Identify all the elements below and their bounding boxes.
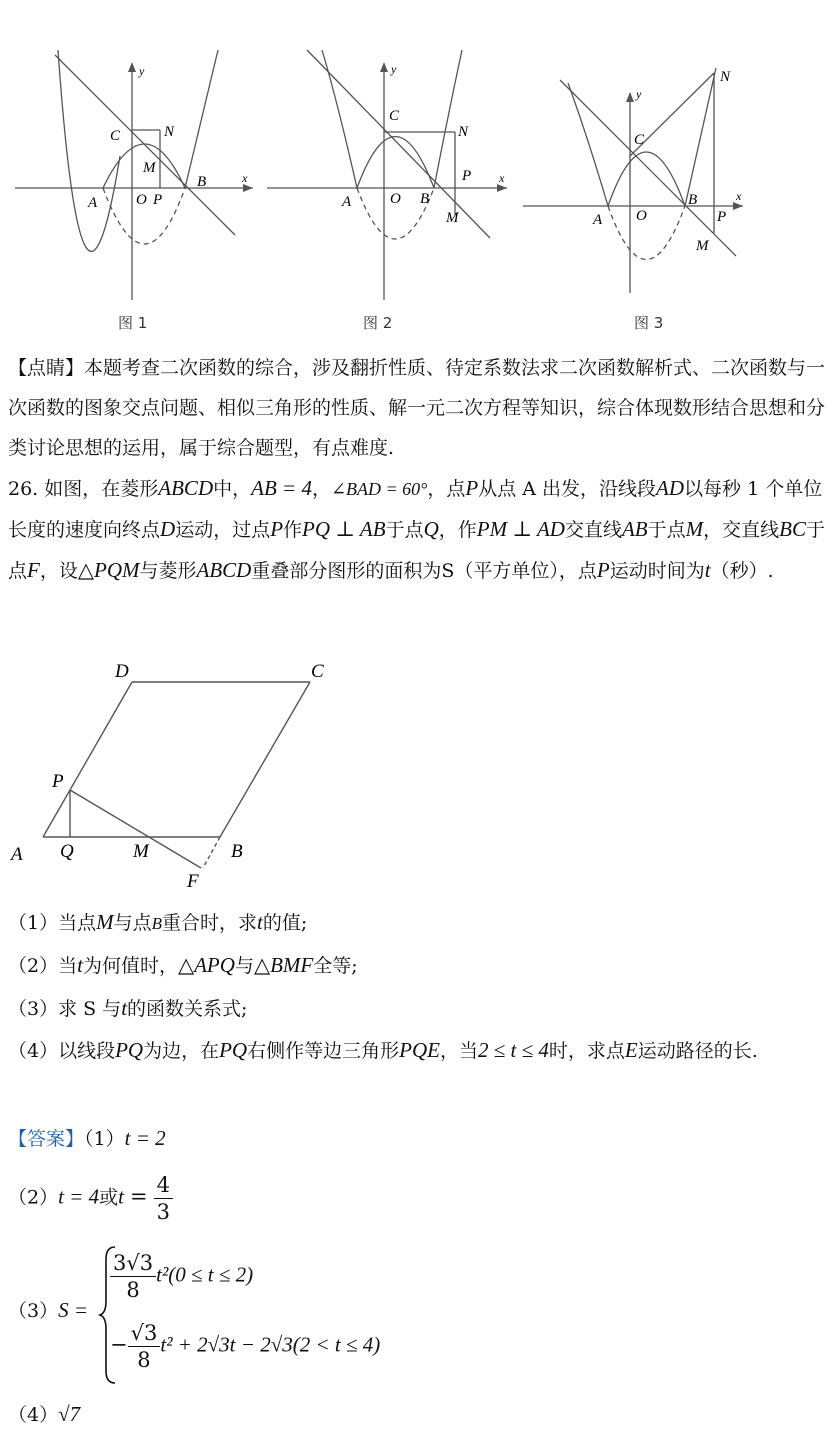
label-C: C (311, 661, 324, 682)
parabola-right (685, 68, 716, 206)
answer-3-case-1: $\frac{3√3}{8}$ t²(0 ≤ t ≤ 2) (110, 1250, 253, 1303)
problem-statement: 26. 如图，在菱形ABCD中，AB = 4，∠BAD = 60°，点P从点 A 出发，沿线段AD以每秒 1 个单位长度的速度向终点D运动，过点P作PQ ⊥ AB于点Q，作PM ⊥ AD交直线AB于点M，交直线BC于点F，设△PQM与菱形ABCD重叠部分图形的面积为S（平方单位），点P运动时间为t（秒）. (8, 476, 826, 582)
line-bc (55, 55, 235, 235)
label-y: y (636, 87, 642, 101)
label-Q: Q (60, 841, 74, 862)
label-N: N (458, 124, 469, 140)
figure-3-caption: 图 3 (634, 314, 664, 332)
figure-2-caption: 图 2 (363, 314, 393, 332)
label-P: P (153, 192, 163, 208)
label-N: N (164, 124, 175, 140)
answer-3-label: （3）S = (8, 1298, 89, 1322)
label-N: N (720, 69, 731, 85)
label-M: M (446, 210, 459, 226)
label-P: P (717, 209, 727, 225)
label-M: M (696, 238, 709, 254)
fraction-4-3: $\frac{4}{3}$ (154, 1172, 173, 1225)
answer-2: （2）t = 4或t = $\frac{4}{3}$ (8, 1172, 173, 1225)
label-O: O (136, 192, 147, 208)
label-y: y (139, 64, 145, 78)
answer-1: 【答案】（1）t = 2 (8, 1126, 166, 1150)
label-O: O (390, 191, 401, 207)
question-1: （1）当点M与点B重合时，求t的值; (8, 910, 308, 934)
label-P: P (462, 168, 472, 184)
arch (357, 137, 434, 189)
answer-tag: 【答案】 (8, 1128, 85, 1150)
figure-1-caption: 图 1 (118, 314, 148, 332)
label-B: B (688, 192, 698, 208)
arch (608, 152, 685, 206)
answer-3-case-2: − $\frac{√3}{8}$ t² + 2√3t − 2√3(2 < t ≤ 4) (110, 1321, 381, 1372)
question-2: （2）当t为何值时，△APQ与△BMF全等; (8, 953, 358, 977)
label-x: x (242, 171, 248, 185)
side-bc (220, 682, 310, 837)
label-M: M (133, 841, 149, 862)
figure-2 (262, 40, 517, 310)
question-4: （4）以线段PQ为边，在PQ右侧作等边三角形PQE，当2 ≤ t ≤ 4时，求点E运动路径的长. (8, 1038, 758, 1062)
label-B: B (420, 191, 430, 207)
answer-4: （4）√7 (8, 1402, 81, 1426)
figure-3 (518, 58, 758, 298)
label-P: P (52, 771, 64, 792)
label-C: C (110, 128, 121, 144)
label-A: A (342, 194, 352, 210)
label-y: y (391, 62, 397, 76)
comment-text: 本题考查二次函数的综合，涉及翻折性质、待定系数法求二次函数解析式、二次函数与一次函数的图象交点问题、相似三角形的性质、解一元二次方程等知识，综合体现数形结合思想和分类讨论思想的运用，属于综合题型，有点难度. (8, 357, 826, 459)
parabola-right (434, 50, 462, 188)
label-x: x (736, 189, 742, 203)
rhombus-figure (5, 655, 345, 895)
extension-bf (203, 837, 220, 868)
figure-1 (10, 40, 260, 310)
comment-paragraph (8, 348, 836, 468)
parabola-upper (58, 50, 120, 251)
label-D: D (115, 661, 129, 682)
parabola-left (568, 83, 608, 206)
label-A: A (593, 212, 603, 228)
label-B: B (231, 841, 243, 862)
side-da (43, 682, 132, 837)
label-C: C (389, 108, 400, 124)
label-B: B (197, 174, 207, 190)
label-C: C (634, 132, 645, 148)
line-bc (560, 80, 736, 256)
label-M: M (143, 160, 156, 176)
label-x: x (499, 171, 505, 185)
question-3: （3）求 S 与t的函数关系式; (8, 996, 248, 1020)
label-A: A (88, 195, 98, 211)
label-F: F (187, 871, 199, 892)
label-A: A (11, 844, 23, 865)
label-O: O (636, 208, 647, 224)
comment-tag: 【点睛】 (8, 357, 85, 379)
line-bc (307, 50, 490, 238)
